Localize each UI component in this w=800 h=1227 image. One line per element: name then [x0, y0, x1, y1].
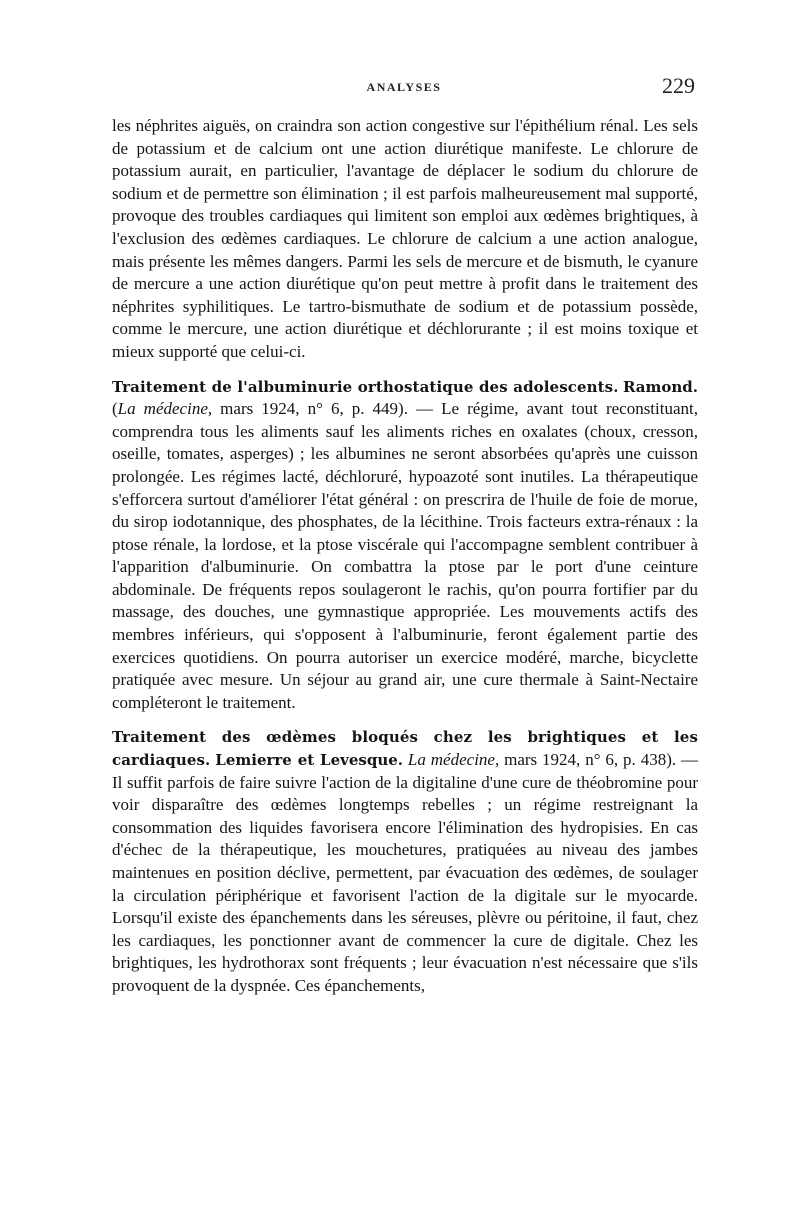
running-title: ANALYSES	[366, 80, 442, 94]
citation-open: (	[112, 399, 118, 419]
page-body	[112, 115, 698, 1010]
citation-details: mars 1924, n° 6, p. 438). —	[499, 750, 699, 770]
continuation-paragraph: les néphrites aiguës, on craindra son action congestive sur l'épithélium rénal. Les sels de potassium et de calcium ont une action diurétique manifeste. Le chlorure de potassium aurait, en particulier, l'avantage de déplacer le sodium du chlorure de sodium et de permettre son élimination ; il est parfois malheureusement mal supporté, provoque des troubles cardiaques qui limitent son emploi aux œdèmes brightiques, à l'exclusion des œdèmes cardiaques. Le chlorure de calcium a une action analogue, mais présente les mêmes dangers. Parmi les sels de mercure et de bismuth, le cyanure de mercure a une action diurétique qu'on peut mettre à profit dans le traitement des néphrites syphilitiques. Le tartro-bismuthate de sodium et de potassium possède, comme le mercure, une action diurétique et déchlorurante ; il est moins toxique et mieux supporté que celui-ci.	[112, 116, 698, 361]
journal-name: La médecine,	[407, 750, 500, 770]
page-header	[113, 73, 695, 106]
article-text: Il suffit parfois de faire suivre l'action de la digitaline d'une cure de théobromine pour voir disparaître des œdèmes longtemps rebelles ; un régime restreignant la consommation des liquides favorisera encore l'élimination des hydropisies. En cas d'échec de la thérapeutique, les mouchetures, pratiquées au niveau des jambes maintenues en position déclive, permettent, par évacuation des œdèmes, de soulager la circulation périphérique et favorisent l'action de la digitale sur le myocarde. Lorsqu'il existe des épanchements dans les séreuses, plèvre ou péritoine, il faut, chez les cardiaques, les ponctionner avant de commencer la cure de digitale. Chez les brightiques, les hydrothorax sont fréquents ; leur évacuation n'est nécessaire que s'ils provoquent de la dyspnée. Ces épanchements,	[112, 772, 698, 995]
article-authors: Lemierre et Levesque.	[215, 751, 404, 770]
page-number: 229	[662, 73, 695, 98]
article-authors: Ramond.	[622, 377, 698, 396]
article-text: Le régime, avant tout reconstituant, comprendra tous les aliments sauf les aliments riches en oxalates (choux, cresson, oseille, tomates, asperges) ; les albumines ne seront absorbées qu'après une cuisson prolongée. Les régimes lacté, déchloruré, hypoazoté sont inutiles. La thérapeutique s'efforcera surtout d'améliorer l'état général : on prescrira de l'huile de foie de morue, du sirop iodotannique, des phosphates, de la lécithine. Trois facteurs extra-rénaux : la ptose rénale, la lordose, et la ptose viscérale qui l'accompagne semblent contribuer à l'apparition d'albuminurie. On combattra la ptose par le port d'une ceinture abdominale. De fréquents repos soulageront le rachis, qu'on pourra fortifier par du massage, des douches, une gymnastique appropriée. Les mouvements actifs des membres inférieurs, qui s'opposent à l'albuminurie, feront également partie des exercices quotidiens. On pourra autoriser un exercice modéré, marche, bicyclette pratiquée avec mesure. Un séjour au grand air, une cure thermale à Saint-Nectaire compléteront le traitement.	[112, 399, 698, 712]
article-oedemes	[112, 726, 698, 997]
article-title: Traitement de l'albuminurie orthostatique des adolescents.	[112, 377, 619, 396]
citation-details: mars 1924, n° 6, p. 449). —	[212, 399, 442, 419]
journal-name: La médecine,	[117, 399, 213, 419]
article-albuminurie	[112, 376, 698, 715]
article-title: Traitement des œdèmes bloqués chez les brightiques et les cardiaques.	[112, 728, 698, 770]
